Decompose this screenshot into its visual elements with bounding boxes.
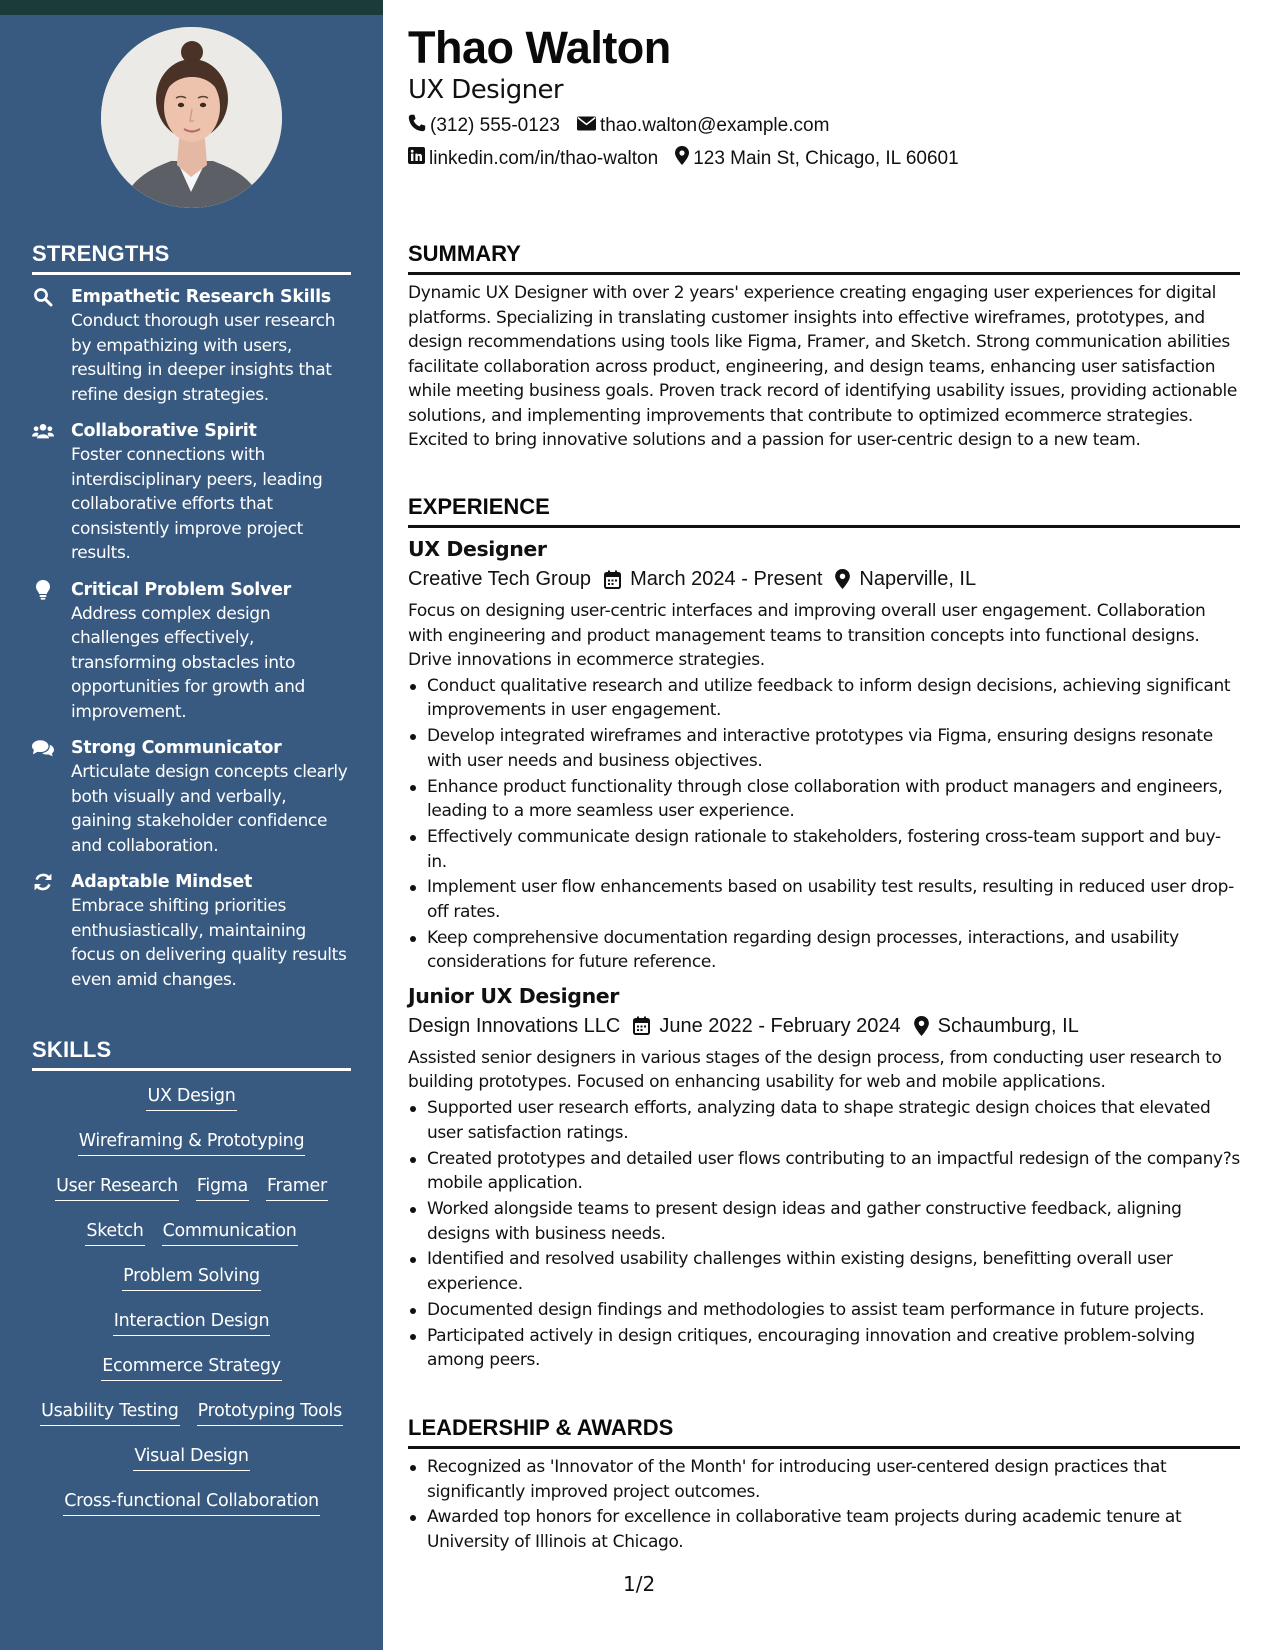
- job-dates-text: March 2024 - Present: [630, 568, 823, 590]
- strengths-heading: STRENGTHS: [32, 241, 351, 275]
- skill-row: [32, 1445, 351, 1490]
- skill-row: [32, 1490, 351, 1535]
- linkedin-contact: [408, 147, 658, 170]
- strength-item: [32, 285, 351, 407]
- strength-description: Embrace shifting priorities enthusiastically, maintaining focus on delivering quality results even amid changes.: [71, 896, 347, 990]
- job-location: [835, 567, 976, 591]
- job-dates: [633, 1014, 900, 1038]
- strength-title: Strong Communicator: [71, 738, 282, 758]
- job-bullets: [408, 674, 1240, 975]
- comments-icon: [32, 738, 54, 758]
- candidate-name: Thao Walton: [408, 22, 671, 73]
- job-dates-text: June 2022 - February 2024: [659, 1014, 901, 1037]
- skills-heading: SKILLS: [32, 1037, 351, 1071]
- contact-row: [408, 146, 976, 171]
- skills-section: [32, 1037, 351, 1535]
- bullet-item: Documented design findings and methodologies to assist team performance in future projects.: [408, 1298, 1240, 1323]
- job-location: [914, 1014, 1079, 1038]
- job-entry: [408, 983, 1240, 1373]
- skill-tag: Visual Design: [133, 1445, 249, 1471]
- leadership-bullets: [408, 1455, 1240, 1554]
- skill-tag: Usability Testing: [40, 1400, 180, 1426]
- candidate-title: UX Designer: [408, 75, 563, 105]
- strength-description: Conduct thorough user research by empathizing with users, resulting in deeper insights that refine design strategies.: [71, 311, 336, 405]
- email-address[interactable]: thao.walton@example.com: [599, 115, 830, 136]
- strength-title: Collaborative Spirit: [71, 421, 257, 441]
- strength-title: Critical Problem Solver: [71, 579, 291, 600]
- job-dates: [604, 567, 822, 591]
- skill-tag: Sketch: [85, 1220, 144, 1246]
- job-entry: [408, 536, 1240, 975]
- strength-title: Empathetic Research Skills: [71, 287, 331, 307]
- leadership-heading: LEADERSHIP & AWARDS: [408, 1415, 1240, 1449]
- skill-row: [32, 1130, 351, 1175]
- bullet-item: Effectively communicate design rationale to stakeholders, fostering cross-team support and buy-in.: [408, 825, 1240, 874]
- skills-list: [32, 1085, 351, 1535]
- skill-tag: UX Design: [146, 1085, 236, 1111]
- job-title: UX Designer: [408, 537, 547, 561]
- summary-section: [408, 241, 1240, 453]
- lightbulb-icon: [32, 580, 54, 600]
- skill-tag: Wireframing & Prototyping: [78, 1130, 306, 1156]
- skill-row: [32, 1085, 351, 1130]
- skill-tag: Figma: [196, 1175, 249, 1201]
- skill-row: [32, 1265, 351, 1310]
- linkedin-icon: [408, 147, 429, 170]
- strength-title: Adaptable Mindset: [71, 872, 253, 892]
- skill-row: [32, 1355, 351, 1400]
- bullet-item: Identified and resolved usability challenges within existing designs, benefitting overall user experience.: [408, 1247, 1240, 1296]
- summary-heading: SUMMARY: [408, 241, 1240, 275]
- bullet-item: Recognized as 'Innovator of the Month' for introducing user-centered design practices that significantly improved project outcomes.: [408, 1455, 1240, 1504]
- strength-description: Address complex design challenges effectively, transforming obstacles into opportunities for growth and improvement.: [71, 603, 305, 722]
- skill-tag: User Research: [55, 1175, 179, 1201]
- summary-text: Dynamic UX Designer with over 2 years' experience creating engaging user experiences for digital platforms. Specializing in translating customer insights into effective wireframes, prototypes, and design recommendations using tools like Figma, Framer, and Sketch. Strong communication abilities facilitate collaboration across product, engineering, and design teams, enhancing user satisfaction while meeting business goals. Proven track record of identifying usability issues, providing actionable solutions, and implementing improvements that contribute to optimized ecommerce strategies. Excited to bring innovative solutions and a passion for user-centric design to a new team.: [408, 283, 1237, 450]
- skill-tag: Communication: [162, 1220, 298, 1246]
- phone-contact: [408, 114, 560, 138]
- strengths-section: [32, 241, 351, 1004]
- search-icon: [32, 287, 54, 307]
- strength-description: Foster connections with interdisciplinary peers, leading collaborative efforts that consistently improve project results.: [71, 445, 323, 563]
- company-name: Design Innovations LLC: [408, 1014, 621, 1037]
- bullet-item: Keep comprehensive documentation regarding design processes, interactions, and usability considerations for future reference.: [408, 926, 1240, 975]
- phone-icon: [408, 114, 430, 138]
- company-name: Creative Tech Group: [408, 568, 592, 590]
- strength-description: Articulate design concepts clearly both visually and verbally, gaining stakeholder confidence and collaboration.: [71, 762, 348, 856]
- skill-row: [32, 1175, 351, 1220]
- page-number: 1/2: [623, 1572, 656, 1596]
- map-marker-icon: [675, 146, 693, 171]
- calendar-icon: [633, 1016, 650, 1035]
- strength-item: [32, 419, 351, 566]
- job-bullets: [408, 1096, 1240, 1372]
- strength-item: [32, 578, 351, 725]
- bullet-item: Conduct qualitative research and utilize feedback to inform design decisions, achieving significant improvements in user engagement.: [408, 674, 1240, 723]
- bullet-item: Implement user flow enhancements based on usability test results, resulting in reduced user drop-off rates.: [408, 875, 1240, 924]
- job-title: Junior UX Designer: [408, 983, 619, 1008]
- map-marker-icon: [914, 1016, 929, 1036]
- skill-row: [32, 1310, 351, 1355]
- phone-number: (312) 555-0123: [430, 115, 560, 136]
- bullet-item: Worked alongside teams to present design ideas and gather constructive feedback, aligning designs with business needs.: [408, 1197, 1240, 1246]
- strengths-list: [32, 285, 351, 992]
- linkedin-url[interactable]: linkedin.com/in/thao-walton: [429, 147, 659, 169]
- address-contact: [675, 146, 958, 171]
- job-description: Assisted senior designers in various stages of the design process, from conducting user research to building prototypes. Focused on enhancing usability for web and mobile applications.: [408, 1047, 1222, 1093]
- bullet-item: Awarded top honors for excellence in collaborative team projects during academic tenure at University of Illinois at Chicago.: [408, 1505, 1240, 1554]
- skill-row: [32, 1400, 351, 1445]
- contact-row: [408, 114, 846, 138]
- users-icon: [32, 421, 54, 441]
- experience-section: [408, 494, 1240, 1373]
- skill-tag: Ecommerce Strategy: [101, 1355, 282, 1381]
- bullet-item: Enhance product functionality through close collaboration with product managers and engineers, leading to a more seamless user experience.: [408, 775, 1240, 824]
- envelope-icon: [577, 115, 600, 137]
- sidebar-top-bar: [0, 0, 383, 15]
- job-location-text: Naperville, IL: [859, 568, 977, 590]
- skill-row: [32, 1220, 351, 1265]
- profile-photo: [101, 27, 282, 208]
- bullet-item: Develop integrated wireframes and interactive prototypes via Figma, ensuring designs resonate with user needs and business objectives.: [408, 724, 1240, 773]
- sync-icon: [32, 872, 54, 892]
- address-text: 123 Main St, Chicago, IL 60601: [693, 147, 959, 169]
- strength-item: [32, 736, 351, 858]
- skill-tag: Problem Solving: [122, 1265, 261, 1291]
- bullet-item: Created prototypes and detailed user flows contributing to an impactful redesign of the company?s mobile application.: [408, 1147, 1240, 1196]
- skill-tag: Cross-functional Collaboration: [63, 1490, 320, 1516]
- strength-item: [32, 870, 351, 992]
- skill-tag: Interaction Design: [113, 1310, 271, 1336]
- job-description: Focus on designing user-centric interfaces and improving overall user engagement. Collaboration with engineering and product management teams to transition concepts into functional designs. Drive innovations in ecommerce strategies.: [408, 601, 1206, 670]
- experience-heading: EXPERIENCE: [408, 494, 1240, 528]
- map-marker-icon: [835, 569, 850, 589]
- sidebar: [0, 0, 383, 1650]
- email-contact: [577, 115, 829, 137]
- bullet-item: Supported user research efforts, analyzing data to shape strategic design choices that elevated user satisfaction ratings.: [408, 1096, 1240, 1145]
- leadership-section: [408, 1415, 1240, 1554]
- job-location-text: Schaumburg, IL: [937, 1014, 1079, 1037]
- calendar-icon: [604, 570, 621, 589]
- bullet-item: Participated actively in design critiques, encouraging innovation and creative problem-solving among peers.: [408, 1324, 1240, 1373]
- job-meta: [408, 567, 1240, 591]
- skill-tag: Framer: [266, 1175, 328, 1201]
- skill-tag: Prototyping Tools: [197, 1400, 343, 1426]
- job-meta: [408, 1014, 1240, 1038]
